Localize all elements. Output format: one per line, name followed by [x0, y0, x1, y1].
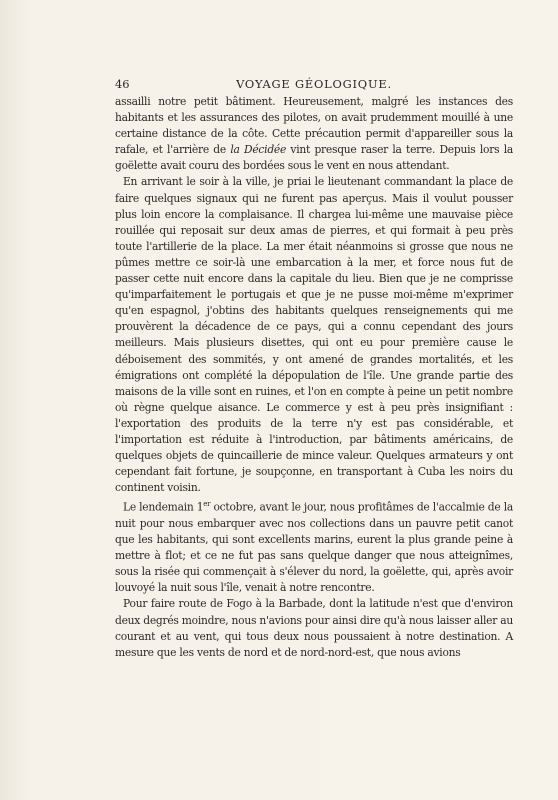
ordinal-suffix: er [203, 500, 211, 509]
paragraph: Pour faire route de Fogo à la Barbade, dont la latitude n'est que d'environ deux degrés moindre, nous n'avions pour ainsi dire qu'à nous laisser aller au courant et au vent, qui tous deux nous poussaient à notre destination. A mesure que les vents de nord et de nord-nord-est, que nous avions [115, 597, 513, 659]
body-text [115, 94, 513, 661]
paragraph: En arrivant le soir à la ville, je priai le lieutenant commandant la place de faire quelques signaux qui ne furent pas aperçus. Mais il voulut pousser plus loin encore la complaisance. Il chargea lui-même une mauvaise pièce rouillée qui reposait sur deux amas de pierres, et qui formait à peu près toute l'artillerie de la place. La mer était néanmoins si grosse que nous ne pûmes mettre ce soir-là une embarcation à la mer, et force nous fut de passer cette nuit encore dans la capitale du lieu. Bien que je ne comprisse qu'imparfaitement le portugais et que je ne pusse moi-même m'exprimer qu'en espagnol, j'obtins des habitants quelques renseignements qui me prouvèrent la décadence de ce pays, qui a connu cependant des jours meilleurs. Mais plusieurs disettes, qui ont eu pour première cause le déboisement des sommités, y ont amené de grandes mortalités, et les émigrations ont complété la dépopulation de l'île. Une grande partie des maisons de la ville sont en ruines, et l'on en compte à peine un petit nombre où règne quelque aisance. Le commerce y est à peu près insignifiant : l'exportation des produits de la terre n'y est pas considérable, et l'importation est réduite à l'introduction, par bâtiments américains, de quelques objets de quincaillerie de mince valeur. Quelques armateurs y ont cependant fait fortune, je soupçonne, en transportant à Cuba les noirs du continent voisin. [115, 175, 513, 495]
paragraph-text: octobre, avant le jour, nous profitâmes de l'accalmie de la nuit pour nous embarquer avec nos collections dans un pauvre petit canot que les habitants, qui sont excellents marins, eurent la plus grande peine à mettre à flot; et ce ne fut pas sans quelque danger que nous atteignîmes, sous la risée qui commençait à s'élever du nord, la goëlette, qui, après avoir louvoyé la nuit sous l'île, venait à notre rencontre. [115, 500, 513, 595]
running-title: VOYAGE GÉOLOGIQUE. [236, 77, 392, 91]
paragraph-text: Le lendemain 1 [123, 500, 204, 514]
paragraph-text: vint presque raser la terre. Depuis lors la goëlette avait couru des bordées sous le vent en nous attendant. [115, 143, 513, 173]
paragraph [115, 94, 513, 174]
page-number: 46 [115, 77, 130, 91]
paragraph-text: assailli notre petit bâtiment. Heureusement, malgré les instances des habitants et les assurances des pilotes, on avait prudemment mouillé à une certaine distance de la côte. Cette précaution permit d'appareiller sous la rafale, et l'arrière de [115, 95, 513, 157]
ship-name: la Décidée [230, 143, 287, 157]
page-header [115, 77, 513, 93]
paragraph [115, 496, 513, 596]
